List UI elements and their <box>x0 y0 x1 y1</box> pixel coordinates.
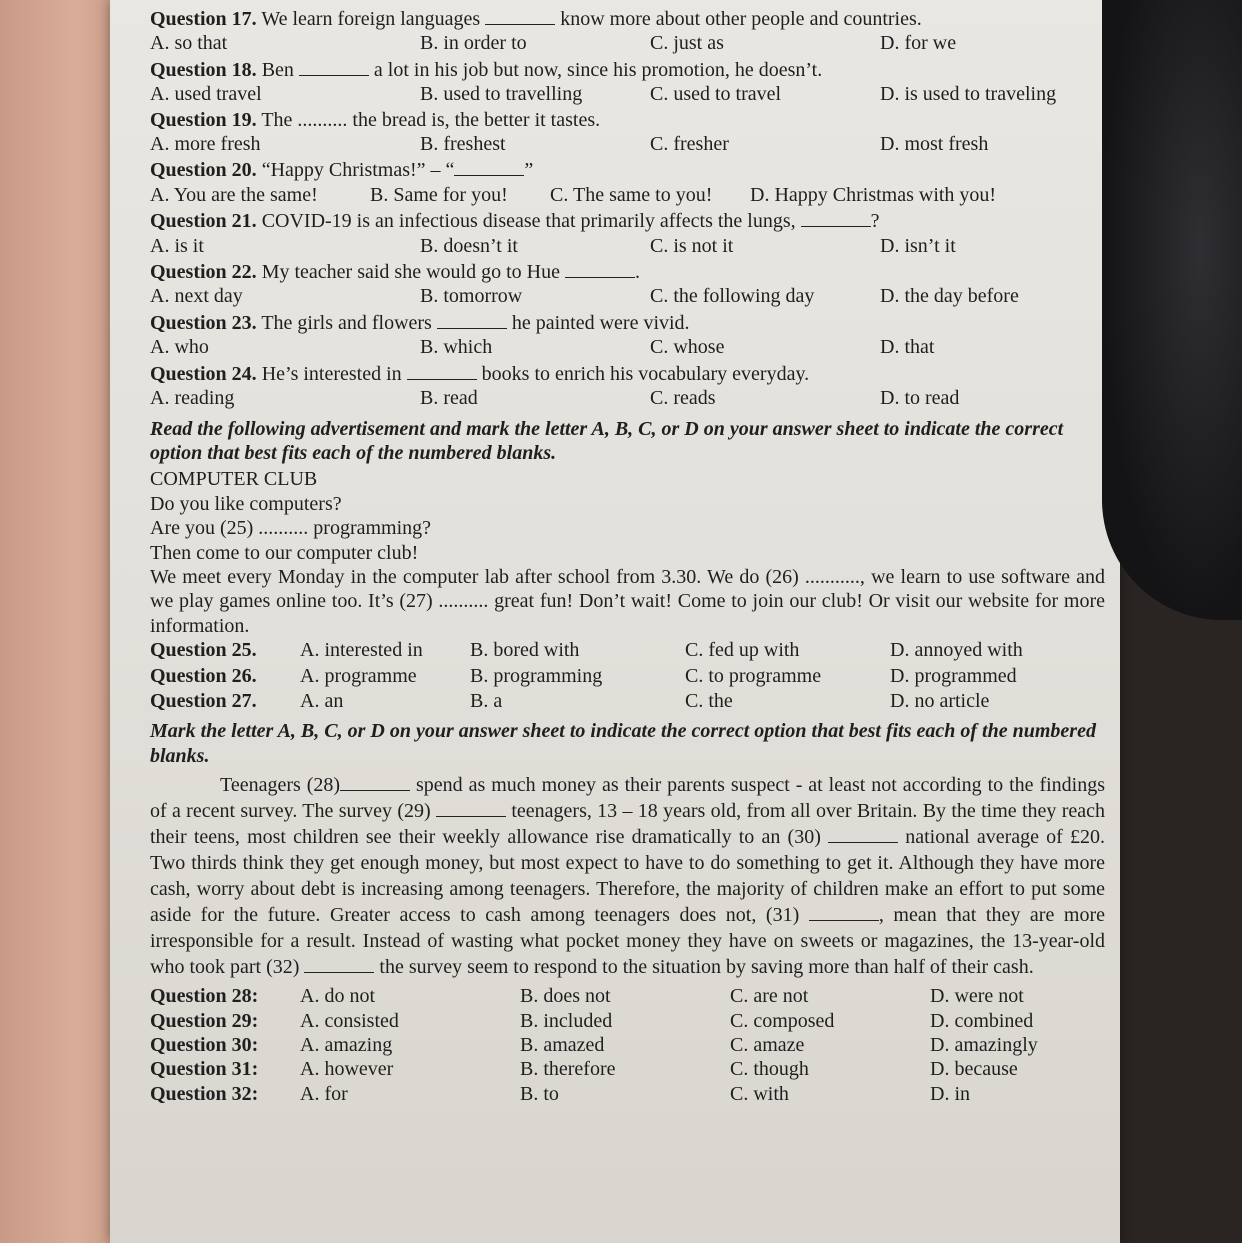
options-23 <box>150 335 1105 359</box>
instruction-advertisement: Read the following advertisement and mark the letter A, B, C, or D on your answer sheet to indicate the correct option that best fits each of the numbered blanks. <box>150 417 1064 464</box>
options-26 <box>150 664 1105 688</box>
option-d[interactable]: D. to read <box>880 387 960 410</box>
option-b[interactable]: B. in order to <box>420 32 527 55</box>
option-c[interactable]: C. are not <box>730 985 809 1008</box>
option-c[interactable]: C. to programme <box>685 664 822 687</box>
question-21: Question 21. COVID-19 is an infectious disease that primarily affects the lungs, ? <box>150 210 880 233</box>
option-a[interactable]: A. next day <box>150 285 243 308</box>
question-23: Question 23. The girls and flowers he painted were vivid. <box>150 311 690 334</box>
option-b[interactable]: B. amazed <box>520 1034 605 1056</box>
question-17: Question 17. We learn foreign languages know more about other people and countries. <box>150 8 922 30</box>
option-c[interactable]: C. amaze <box>730 1034 805 1056</box>
option-c[interactable]: C. fresher <box>650 133 729 156</box>
option-b[interactable]: B. included <box>520 1009 613 1032</box>
ad-title: COMPUTER CLUB <box>150 468 318 491</box>
option-d[interactable]: D. amazingly <box>930 1034 1038 1056</box>
option-c[interactable]: C. composed <box>730 1009 835 1032</box>
option-d[interactable]: D. in <box>930 1082 970 1105</box>
reading-passage: Teenagers (28) spend as much money as their parents suspect - at least not according to the findings of a recent survey. The survey (29) teenagers, 13 – 18 years old, from all over Britain. By the time they reach their teens, most children see their weekly allowance rise dramatically to an (30) national average of £20. Two thirds think they get enough money, but most expect to have to do something to get it. Although they have more cash, worry about debt is increasing among teenagers. Therefore, the majority of children make an effort to put some aside for the future. Greater access to cash among teenagers does not, (31) , mean that they are more irresponsible for a result. Instead of wasting what pocket money they have on sweets or magazines, the 13-year-old who took part (32) the survey seem to respond to the situation by saving more than half of their cash. <box>150 774 1106 979</box>
option-a[interactable]: A. for <box>300 1082 348 1105</box>
option-d[interactable]: D. programmed <box>890 664 1017 687</box>
question-18: Question 18. Ben a lot in his job but now, since his promotion, he doesn’t. <box>150 58 823 81</box>
options-17 <box>150 31 1105 55</box>
options-21 <box>150 234 1105 258</box>
option-b[interactable]: B. Same for you! <box>370 183 508 206</box>
option-a[interactable]: A. amazing <box>300 1034 393 1056</box>
option-d[interactable]: D. for we <box>880 32 957 55</box>
options-27 <box>150 689 1105 713</box>
question-label: Question 31: <box>150 1058 259 1081</box>
options-25 <box>150 638 1105 662</box>
option-c[interactable]: C. is not it <box>650 234 734 257</box>
option-c[interactable]: C. the <box>685 689 733 712</box>
option-b[interactable]: B. does not <box>520 985 611 1008</box>
ad-line-2: Are you (25) .......... programming? <box>150 517 432 540</box>
option-d[interactable]: D. is used to traveling <box>880 83 1057 106</box>
worksheet-paper <box>110 0 1120 1243</box>
instruction-passage: Mark the letter A, B, C, or D on your answer sheet to indicate the correct option that best fits each of the numbered blanks. <box>150 720 1096 767</box>
option-d[interactable]: D. that <box>880 336 935 359</box>
question-22: Question 22. My teacher said she would go to Hue . <box>150 261 640 284</box>
option-b[interactable]: B. used to travelling <box>420 83 583 106</box>
option-d[interactable]: D. isn’t it <box>880 234 956 257</box>
option-a[interactable]: A. used travel <box>150 83 262 106</box>
question-label: Question 29: <box>150 1009 259 1032</box>
ad-line-1: Do you like computers? <box>150 492 342 515</box>
option-a[interactable]: A. an <box>300 689 344 712</box>
option-a[interactable]: A. however <box>300 1058 394 1081</box>
option-d[interactable]: D. most fresh <box>880 133 989 156</box>
option-b[interactable]: B. bored with <box>470 639 580 662</box>
options-18 <box>150 82 1105 106</box>
option-a[interactable]: A. do not <box>300 985 375 1008</box>
option-c[interactable]: C. The same to you! <box>550 183 713 206</box>
option-c[interactable]: C. whose <box>650 336 725 359</box>
option-a[interactable]: A. programme <box>300 664 417 687</box>
option-c[interactable]: C. though <box>730 1058 809 1081</box>
option-c[interactable]: C. with <box>730 1082 789 1105</box>
option-a[interactable]: A. interested in <box>300 639 423 662</box>
options-24 <box>150 386 1105 410</box>
options-30 <box>150 1033 1105 1057</box>
options-20 <box>150 183 1105 207</box>
option-a[interactable]: A. who <box>150 336 209 359</box>
option-c[interactable]: C. fed up with <box>685 639 800 662</box>
question-24: Question 24. He’s interested in books to enrich his vocabulary everyday. <box>150 362 810 385</box>
question-19: Question 19. The .......... the bread is, the better it tastes. <box>150 108 601 131</box>
option-b[interactable]: B. tomorrow <box>420 285 523 308</box>
question-label: Question 28: <box>150 985 259 1008</box>
computer-mouse <box>1102 0 1242 620</box>
options-31 <box>150 1057 1105 1081</box>
option-d[interactable]: D. annoyed with <box>890 639 1023 662</box>
ad-line-4: We meet every Monday in the computer lab after school from 3.30. We do (26) ..........., we learn to use software and we play games online too. It’s (27) .......... great fun! Don’t wait! Come to join our club! Or visit our website for more information. <box>150 565 1105 637</box>
option-a[interactable]: A. consisted <box>300 1009 399 1032</box>
option-b[interactable]: B. doesn’t it <box>420 234 518 257</box>
option-d[interactable]: D. because <box>930 1058 1018 1081</box>
option-b[interactable]: B. therefore <box>520 1058 616 1081</box>
option-a[interactable]: A. so that <box>150 32 228 55</box>
advertisement <box>150 467 1105 638</box>
option-b[interactable]: B. freshest <box>420 133 506 156</box>
question-label: Question 25. <box>150 639 257 662</box>
question-label: Question 32: <box>150 1082 259 1105</box>
option-a[interactable]: A. is it <box>150 234 204 257</box>
options-29 <box>150 1009 1105 1033</box>
question-label: Question 26. <box>150 664 257 687</box>
worksheet-content <box>150 6 1105 1106</box>
option-d[interactable]: D. were not <box>930 985 1024 1008</box>
option-d[interactable]: D. Happy Christmas with you! <box>750 183 997 206</box>
option-b[interactable]: B. which <box>420 336 493 359</box>
option-a[interactable]: A. more fresh <box>150 133 261 156</box>
option-c[interactable]: C. reads <box>650 387 716 410</box>
options-28 <box>150 984 1105 1008</box>
question-label: Question 27. <box>150 689 257 712</box>
options-22 <box>150 284 1105 308</box>
question-20: Question 20. “Happy Christmas!” – “ ” <box>150 159 534 182</box>
question-label: Question 30: <box>150 1034 259 1056</box>
option-a[interactable]: A. reading <box>150 387 235 410</box>
option-d[interactable]: D. no article <box>890 689 990 712</box>
option-b[interactable]: B. to <box>520 1082 559 1105</box>
options-19 <box>150 132 1105 156</box>
option-d[interactable]: D. the day before <box>880 285 1019 308</box>
option-c[interactable]: C. just as <box>650 32 724 55</box>
option-c[interactable]: C. the following day <box>650 285 815 308</box>
option-d[interactable]: D. combined <box>930 1009 1034 1032</box>
option-b[interactable]: B. read <box>420 387 478 410</box>
option-b[interactable]: B. a <box>470 689 503 712</box>
option-b[interactable]: B. programming <box>470 664 603 687</box>
options-32 <box>150 1082 1105 1106</box>
option-a[interactable]: A. You are the same! <box>150 183 318 206</box>
option-c[interactable]: C. used to travel <box>650 83 782 106</box>
ad-line-3: Then come to our computer club! <box>150 541 419 564</box>
